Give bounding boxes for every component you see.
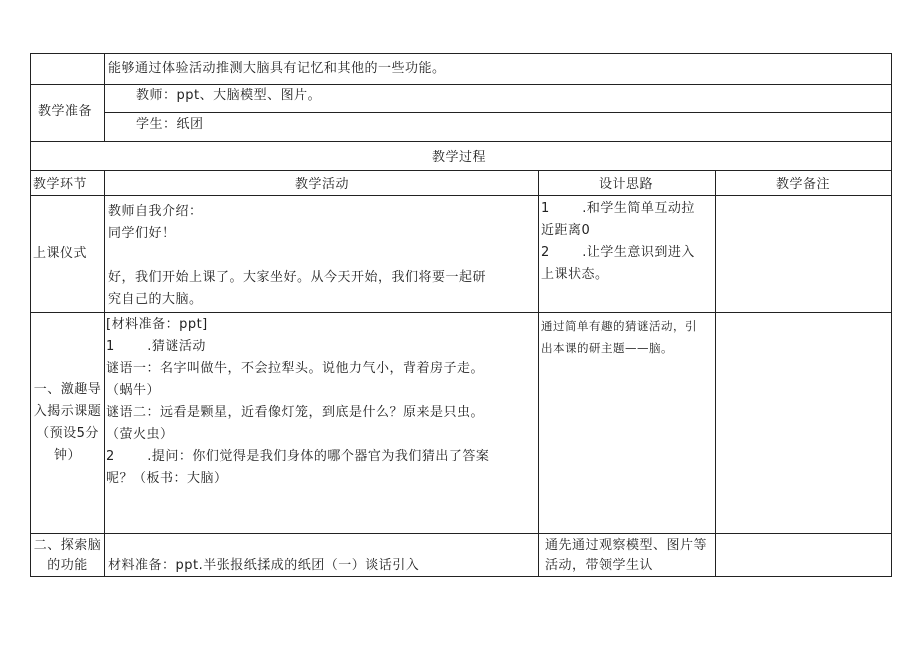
rule-row1-bottom <box>30 312 892 313</box>
objective-text: 能够通过体验活动推测大脑具有记忆和其他的一些功能。 <box>108 61 446 76</box>
row2-stage-line: 入揭示课题 <box>33 404 102 419</box>
preparation-teacher: 教师：ppt、大脑模型、图片。 <box>136 88 322 103</box>
row1-design-line: 2 .让学生意识到进入 <box>541 245 695 260</box>
row1-activity-line: 究自己的大脑。 <box>108 292 203 307</box>
row2-activity-line: 1 .猜谜活动 <box>106 339 206 354</box>
row1-design-line: 1 .和学生简单互动拉 <box>541 201 695 216</box>
rule-table-bottom <box>30 576 892 577</box>
preparation-label: 教学准备 <box>38 104 93 119</box>
row2-activity-line: 谜语二：远看是颗星，近看像灯笼，到底是什么？原来是只虫。 <box>106 405 485 420</box>
row2-activity-line: （蜗牛） <box>106 383 161 398</box>
header-notes: 教学备注 <box>776 177 831 192</box>
row1-activity-line: 同学们好！ <box>108 226 176 241</box>
rule-header-bottom <box>30 195 892 196</box>
rule-top <box>30 53 892 54</box>
rule-process-bottom <box>30 170 892 171</box>
header-activity: 教学活动 <box>295 177 350 192</box>
rule-prep-bottom <box>30 141 892 142</box>
rule-prep-mid <box>104 112 892 113</box>
row2-design-line: 通过简单有趣的猜谜活动，引 <box>541 319 697 333</box>
row2-activity-line: 2 .提问：你们觉得是我们身体的哪个器官为我们猜出了答案 <box>106 449 490 464</box>
rule-col1 <box>104 170 105 577</box>
row2-stage-line: 一、激趣导 <box>33 382 102 397</box>
row3-design-line: 活动，带领学生认 <box>545 558 654 573</box>
row1-activity-line: 教师自我介绍： <box>108 204 203 219</box>
row2-activity-line: [材料准备：ppt] <box>106 317 208 332</box>
preparation-student: 学生：纸团 <box>136 117 204 132</box>
row2-stage-line: 钟） <box>53 448 81 463</box>
process-title: 教学过程 <box>432 150 487 165</box>
row1-design-line: 近距离0 <box>541 223 591 238</box>
row3-stage-line: 二、探索脑 <box>33 538 102 553</box>
row2-design-line: 出本课的研主题——脑。 <box>541 341 673 355</box>
row2-stage-line: （预设5分 <box>36 426 99 441</box>
rule-right <box>891 53 892 577</box>
row3-activity-line: 材料准备：ppt.半张报纸揉成的纸团（一）谈话引入 <box>108 558 420 573</box>
rule-col2 <box>538 170 539 577</box>
row2-activity-line: 呢？（板书：大脑） <box>106 471 228 486</box>
row3-design-line: 通先通过观察模型、图片等 <box>545 538 708 553</box>
row3-stage-line: 的功能 <box>47 558 88 573</box>
row1-design-line: 上课状态。 <box>541 267 609 282</box>
rule-left <box>30 53 31 577</box>
row2-activity-line: 谜语一：名字叫做牛，不会拉犁头。说他力气小，背着房子走。 <box>106 361 485 376</box>
header-stage: 教学环节 <box>33 177 88 192</box>
row1-activity-line: 好，我们开始上课了。大家坐好。从今天开始，我们将要一起研 <box>108 270 487 285</box>
rule-row2-bottom <box>30 533 892 534</box>
row2-activity-line: （萤火虫） <box>106 427 174 442</box>
rule-col3 <box>715 170 716 577</box>
rule-objective-bottom <box>30 84 892 85</box>
header-design: 设计思路 <box>599 177 654 192</box>
row1-stage: 上课仪式 <box>33 246 88 261</box>
rule-col1-top <box>104 53 105 142</box>
